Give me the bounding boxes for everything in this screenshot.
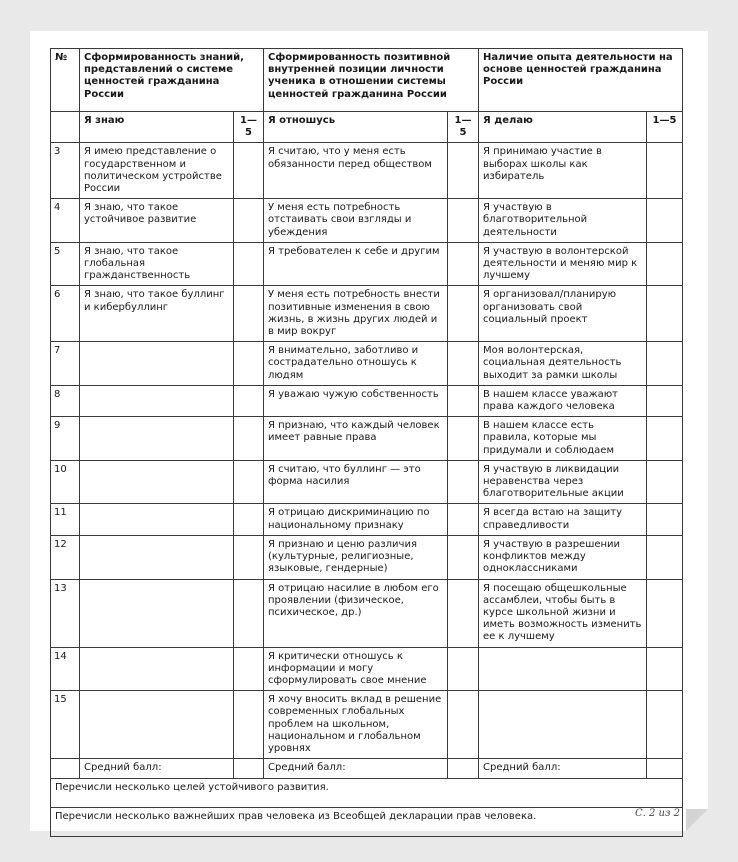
subheader-do: Я делаю [479,112,647,143]
table-row [51,460,683,504]
do-statement: Я организовал/планирую организовать свой социальный проект [479,286,647,342]
do-statement: В нашем классе есть правила, которые мы придумали и соблюдаем [479,417,647,461]
row-number: 10 [51,460,80,504]
page-number: С. 2 из 2 [635,808,680,819]
relate-score-cell[interactable] [448,579,479,647]
number-column-header: № [51,49,80,112]
know-average-score-cell[interactable] [234,759,264,779]
table-row [51,504,683,535]
row-number: 4 [51,199,80,243]
relate-score-cell[interactable] [448,691,479,759]
table-row [51,535,683,579]
relate-score-cell[interactable] [448,504,479,535]
experience-column-header: Наличие опыта деятельности на основе ценностей гражданина России [479,49,683,112]
subheader-scale: 1—5 [448,112,479,143]
do-score-cell[interactable] [647,342,683,386]
table-subheader-row [51,112,683,143]
position-column-header: Сформированность позитивной внутренней позиции личности ученика в отношении системы ценностей гражданина России [264,49,479,112]
question-row [51,808,683,837]
row-number: 7 [51,342,80,386]
relate-average-label: Средний балл: [264,759,448,779]
relate-statement: Я критически отношусь к информации и могу сформулировать свое мнение [264,647,448,691]
know-score-cell[interactable] [234,199,264,243]
subheader-scale: 1—5 [234,112,264,143]
knowledge-column-header: Сформированность знаний, представлений о системе ценностей гражданина России [80,49,264,112]
relate-statement: Я требователен к себе и другим [264,242,448,286]
relate-statement: Я отрицаю дискриминацию по национальному признаку [264,504,448,535]
do-average-label: Средний балл: [479,759,647,779]
know-score-cell[interactable] [234,460,264,504]
do-score-cell[interactable] [647,535,683,579]
subheader-empty-cell [51,112,80,143]
know-statement [80,579,234,647]
do-statement [479,691,647,759]
table-row [51,342,683,386]
row-number: 3 [51,143,80,199]
know-statement [80,460,234,504]
relate-score-cell[interactable] [448,199,479,243]
row-number: 6 [51,286,80,342]
relate-score-cell[interactable] [448,143,479,199]
relate-score-cell[interactable] [448,342,479,386]
question-answer-field[interactable]: Перечисли несколько целей устойчивого развития. [51,779,683,808]
relate-score-cell[interactable] [448,286,479,342]
relate-statement: Я внимательно, заботливо и сострадательно отношусь к людям [264,342,448,386]
relate-score-cell[interactable] [448,242,479,286]
know-score-cell[interactable] [234,342,264,386]
relate-statement: Я признаю, что каждый человек имеет равные права [264,417,448,461]
know-score-cell[interactable] [234,385,264,416]
know-score-cell[interactable] [234,579,264,647]
row-number: 12 [51,535,80,579]
do-statement: Я принимаю участие в выборах школы как избиратель [479,143,647,199]
relate-statement: Я считаю, что буллинг — это форма насилия [264,460,448,504]
know-statement: Я знаю, что такое буллинг и кибербуллинг [80,286,234,342]
relate-score-cell[interactable] [448,647,479,691]
row-number: 13 [51,579,80,647]
relate-statement: Я считаю, что у меня есть обязанности перед обществом [264,143,448,199]
table-row [51,691,683,759]
relate-statement: У меня есть потребность отстаивать свои взгляды и убеждения [264,199,448,243]
subheader-know: Я знаю [80,112,234,143]
table-row [51,579,683,647]
relate-score-cell[interactable] [448,385,479,416]
do-score-cell[interactable] [647,286,683,342]
know-statement [80,417,234,461]
do-statement: Я посещаю общешкольные ассамблеи, чтобы быть в курсе школьной жизни и иметь возможность изменить ее к лучшему [479,579,647,647]
know-statement [80,385,234,416]
relate-statement: Я уважаю чужую собственность [264,385,448,416]
do-score-cell[interactable] [647,460,683,504]
row-number: 9 [51,417,80,461]
row-number: 8 [51,385,80,416]
table-row [51,647,683,691]
know-score-cell[interactable] [234,535,264,579]
know-statement [80,504,234,535]
know-score-cell[interactable] [234,691,264,759]
do-statement: В нашем классе уважают права каждого человека [479,385,647,416]
know-statement: Я имею представление о государственном и политическом устройстве России [80,143,234,199]
do-statement: Я участвую в разрешении конфликтов между одноклассниками [479,535,647,579]
do-score-cell[interactable] [647,199,683,243]
average-empty-cell [51,759,80,779]
relate-score-cell[interactable] [448,460,479,504]
average-score-row [51,759,683,779]
know-statement: Я знаю, что такое глобальная гражданственность [80,242,234,286]
row-number: 11 [51,504,80,535]
do-score-cell[interactable] [647,647,683,691]
relate-average-score-cell[interactable] [448,759,479,779]
do-score-cell[interactable] [647,579,683,647]
do-score-cell[interactable] [647,417,683,461]
relate-score-cell[interactable] [448,535,479,579]
row-number: 15 [51,691,80,759]
know-statement [80,535,234,579]
do-score-cell[interactable] [647,242,683,286]
know-average-label: Средний балл: [80,759,234,779]
relate-statement: Я отрицаю насилие в любом его проявлении (физическое, психическое, др.) [264,579,448,647]
question-answer-field[interactable]: Перечисли несколько важнейших прав человека из Всеобщей декларации прав человека. [51,808,683,837]
know-statement [80,342,234,386]
question-row [51,779,683,808]
know-score-cell[interactable] [234,286,264,342]
worksheet-page [30,31,708,831]
page-corner-fold [686,809,708,831]
know-score-cell[interactable] [234,417,264,461]
know-score-cell[interactable] [234,143,264,199]
table-row [51,242,683,286]
do-statement: Моя волонтерская, социальная деятельность выходит за рамки школы [479,342,647,386]
self-assessment-table [50,48,683,837]
table-row [51,199,683,243]
know-score-cell[interactable] [234,504,264,535]
relate-statement: У меня есть потребность внести позитивные изменения в свою жизнь, в жизнь других людей и в мир вокруг [264,286,448,342]
table-row [51,143,683,199]
table-row [51,417,683,461]
table-row [51,286,683,342]
row-number: 14 [51,647,80,691]
do-statement: Я участвую в благотворительной деятельности [479,199,647,243]
table-row [51,385,683,416]
relate-statement: Я признаю и ценю различия (культурные, религиозные, языковые, гендерные) [264,535,448,579]
know-statement [80,647,234,691]
do-score-cell[interactable] [647,691,683,759]
table-header-row [51,49,683,112]
do-statement: Я участвую в волонтерской деятельности и меняю мир к лучшему [479,242,647,286]
know-score-cell[interactable] [234,647,264,691]
know-statement [80,691,234,759]
do-score-cell[interactable] [647,143,683,199]
do-statement [479,647,647,691]
subheader-relate: Я отношусь [264,112,448,143]
do-score-cell[interactable] [647,385,683,416]
know-score-cell[interactable] [234,242,264,286]
do-score-cell[interactable] [647,504,683,535]
subheader-scale: 1—5 [647,112,683,143]
do-statement: Я всегда встаю на защиту справедливости [479,504,647,535]
relate-score-cell[interactable] [448,417,479,461]
do-average-score-cell[interactable] [647,759,683,779]
know-statement: Я знаю, что такое устойчивое развитие [80,199,234,243]
row-number: 5 [51,242,80,286]
do-statement: Я участвую в ликвидации неравенства через благотворительные акции [479,460,647,504]
relate-statement: Я хочу вносить вклад в решение современных глобальных проблем на школьном, национальном и глобальном уровнях [264,691,448,759]
